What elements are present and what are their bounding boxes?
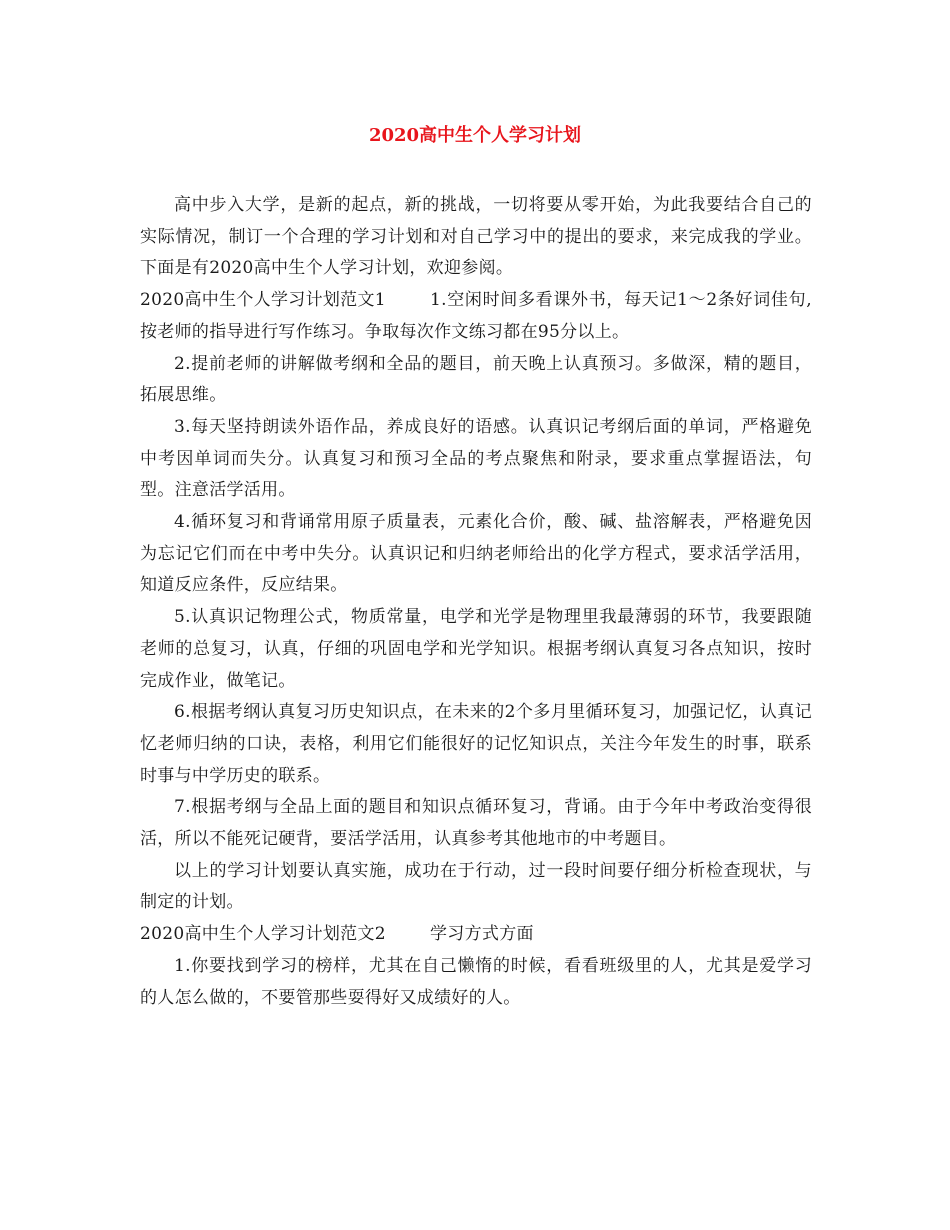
sample1-item-7: 7.根据考纲与全品上面的题目和知识点循环复习，背诵。由于今年中考政治变得很活，所以不能死记硬背，要活学活用，认真参考其他地市的中考题目。 — [140, 797, 812, 850]
sample2-item-1: 1.你要找到学习的榜样，尤其在自己懒惰的时候，看看班级里的人，尤其是爱学习的人怎么做的，不要管那些耍得好又成绩好的人。 — [140, 955, 812, 1008]
sample1-closing: 以上的学习计划要认真实施，成功在于行动，过一段时间要仔细分析检查现状，与制定的计划。 — [140, 860, 812, 913]
sample2-subheading: 学习方式方面 — [430, 924, 534, 945]
sample1-heading: 2020高中生个人学习计划范文1 — [140, 290, 386, 311]
document-title: 2020高中生个人学习计划 — [368, 125, 582, 146]
sample2-heading: 2020高中生个人学习计划范文2 — [140, 924, 386, 945]
intro-paragraph: 高中步入大学，是新的起点，新的挑战，一切将要从零开始，为此我要结合自己的实际情况，制订一个合理的学习计划和对自己学习中的提出的要求，来完成我的学业。下面是有2020高中生个人学习计划，欢迎参阅。 — [140, 195, 812, 279]
sample1-first-line — [140, 285, 812, 348]
document-body — [140, 190, 812, 1014]
sample1-item-6: 6.根据考纲认真复习历史知识点，在未来的2个多月里循环复习，加强记忆，认真记忆老师归纳的口诀，表格，利用它们能很好的记忆知识点，关注今年发生的时事，联系时事与中学历史的联系。 — [140, 702, 812, 786]
sample1-item-3: 3.每天坚持朗读外语作品，养成良好的语感。认真识记考纲后面的单词，严格避免中考因单词而失分。认真复习和预习全品的考点聚焦和附录，要求重点掌握语法，句型。注意活学活用。 — [140, 416, 812, 501]
sample1-item-2: 2.提前老师的讲解做考纲和全品的题目，前天晚上认真预习。多做深，精的题目，拓展思维。 — [140, 353, 812, 406]
sample1-item-1: 1.空闲时间多看课外书，每天记1～2条好词佳句,按老师的指导进行写作练习。争取每次作文练习都在95分以上。 — [140, 290, 812, 342]
sample2-heading-line — [140, 919, 812, 951]
sample1-item-4: 4.循环复习和背诵常用原子质量表，元素化合价，酸、碱、盐溶解表，严格避免因为忘记它们而在中考中失分。认真识记和归纳老师给出的化学方程式，要求活学活用，知道反应条件，反应结果。 — [140, 512, 812, 596]
sample1-item-5: 5.认真识记物理公式，物质常量，电学和光学是物理里我最薄弱的环节，我要跟随老师的总复习，认真，仔细的巩固电学和光学知识。根据考纲认真复习各点知识，按时完成作业，做笔记。 — [140, 607, 812, 691]
